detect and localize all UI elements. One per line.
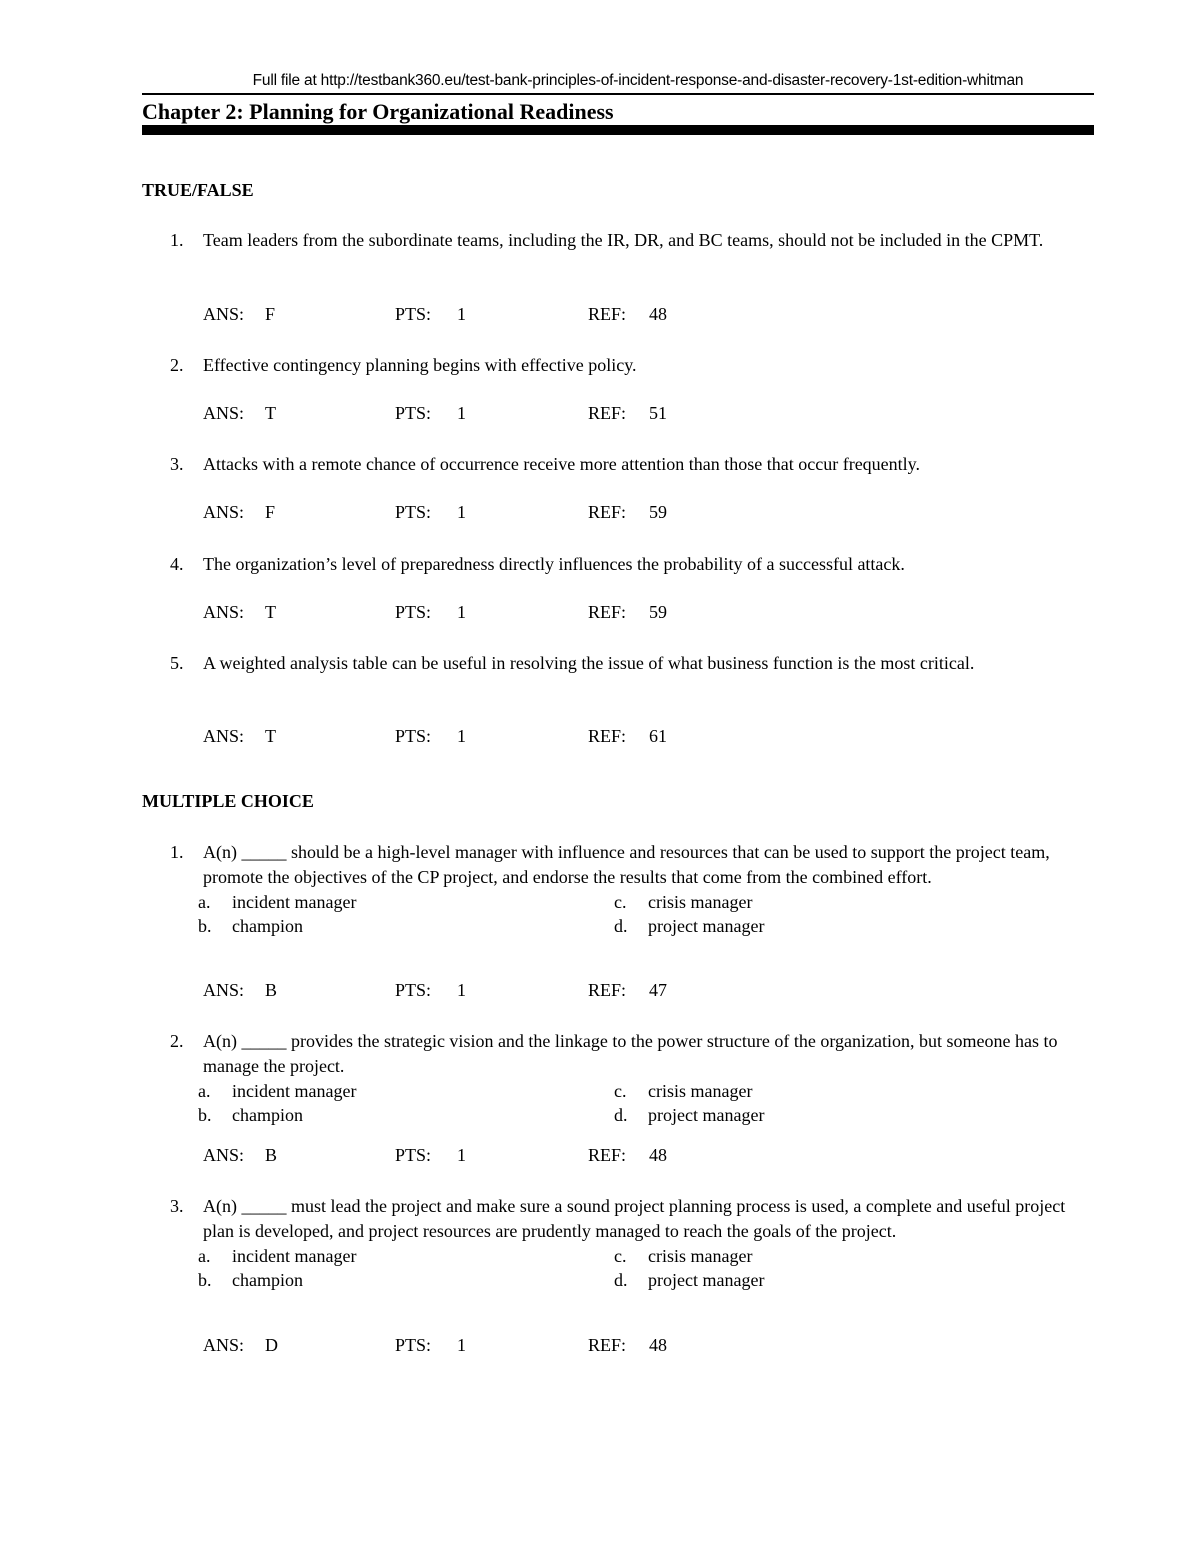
option-a — [198, 890, 598, 915]
option-letter: d. — [614, 916, 628, 936]
option-text: project manager — [648, 1105, 765, 1125]
ans-label: ANS: — [203, 1335, 245, 1355]
ref-label: REF: — [588, 502, 627, 522]
tf-question-4 — [142, 552, 1094, 577]
ans-value: T — [265, 602, 276, 622]
option-text: champion — [232, 1105, 303, 1125]
question-text: Attacks with a remote chance of occurrence receive more attention than those that occur frequently. — [203, 454, 921, 474]
question-text: A weighted analysis table can be useful in resolving the issue of what business function is the most critical. — [203, 653, 975, 673]
ans-value: B — [265, 980, 278, 1000]
question-number: 2. — [170, 355, 184, 375]
option-d — [614, 914, 1014, 939]
option-text: crisis manager — [648, 1081, 753, 1101]
option-letter: d. — [614, 1105, 628, 1125]
option-text: incident manager — [232, 1081, 357, 1101]
question-number: 3. — [170, 1196, 184, 1216]
pts-label: PTS: — [395, 726, 432, 746]
ref-value: 48 — [649, 1335, 667, 1355]
option-text: champion — [232, 1270, 303, 1290]
ref-value: 61 — [649, 726, 667, 746]
question-text: A(n) _____ must lead the project and make sure a sound project planning process is used, a complete and useful project plan is developed, and project resources are prudently managed to reach the goals of the project. — [203, 1196, 1066, 1241]
option-b — [198, 1103, 598, 1128]
options-grid — [198, 890, 1094, 940]
pts-label: PTS: — [395, 1145, 432, 1165]
ref-label: REF: — [588, 1145, 627, 1165]
pts-label: PTS: — [395, 980, 432, 1000]
pts-value: 1 — [457, 304, 466, 324]
section-title-multiple-choice: MULTIPLE CHOICE — [142, 791, 314, 811]
section-title-true-false: TRUE/FALSE — [142, 180, 254, 200]
options-grid — [198, 1244, 1094, 1294]
ans-label: ANS: — [203, 403, 245, 423]
question-text: The organization’s level of preparedness directly influences the probability of a successful attack. — [203, 554, 905, 574]
ans-label: ANS: — [203, 1145, 245, 1165]
question-text: A(n) _____ provides the strategic vision and the linkage to the power structure of the organization, but someone has to manage the project. — [203, 1031, 1058, 1076]
option-letter: d. — [614, 1270, 628, 1290]
ref-value: 48 — [649, 1145, 667, 1165]
ans-value: F — [265, 502, 276, 522]
ref-value: 59 — [649, 602, 667, 622]
ans-label: ANS: — [203, 602, 245, 622]
ans-value: D — [265, 1335, 278, 1355]
option-letter: a. — [198, 892, 211, 912]
pts-label: PTS: — [395, 403, 432, 423]
question-number: 1. — [170, 842, 184, 862]
pts-value: 1 — [457, 602, 466, 622]
pts-value: 1 — [457, 502, 466, 522]
ref-value: 48 — [649, 304, 667, 324]
option-text: incident manager — [232, 892, 357, 912]
option-b — [198, 914, 598, 939]
question-number: 3. — [170, 454, 184, 474]
option-letter: a. — [198, 1081, 211, 1101]
source-header: Full file at http://testbank360.eu/test-bank-principles-of-incident-response-and-disaster-recovery-1st-edition-whitman — [252, 72, 1024, 89]
tf-question-1 — [142, 228, 1094, 253]
option-letter: c. — [614, 1246, 627, 1266]
ans-label: ANS: — [203, 502, 245, 522]
pts-label: PTS: — [395, 602, 432, 622]
option-text: crisis manager — [648, 1246, 753, 1266]
question-text: A(n) _____ should be a high-level manager with influence and resources that can be used to support the project team, promote the objectives of the CP project, and endorse the results that come from the combined effort. — [203, 842, 1050, 887]
options-grid — [198, 1079, 1094, 1129]
question-number: 4. — [170, 554, 184, 574]
option-letter: b. — [198, 1105, 212, 1125]
ref-label: REF: — [588, 1335, 627, 1355]
ans-value: F — [265, 304, 276, 324]
pts-label: PTS: — [395, 502, 432, 522]
pts-value: 1 — [457, 1145, 466, 1165]
ans-value: B — [265, 1145, 278, 1165]
question-text: Effective contingency planning begins with effective policy. — [203, 355, 637, 375]
ref-value: 47 — [649, 980, 667, 1000]
pts-label: PTS: — [395, 304, 432, 324]
option-b — [198, 1268, 598, 1293]
option-text: project manager — [648, 1270, 765, 1290]
tf-question-5 — [142, 651, 1094, 676]
question-text: Team leaders from the subordinate teams, including the IR, DR, and BC teams, should not be included in the CPMT. — [203, 230, 1044, 250]
tf-question-3 — [142, 452, 1094, 477]
tf-question-2 — [142, 353, 1094, 378]
ref-label: REF: — [588, 980, 627, 1000]
pts-value: 1 — [457, 1335, 466, 1355]
option-d — [614, 1103, 1014, 1128]
option-letter: a. — [198, 1246, 211, 1266]
option-text: project manager — [648, 916, 765, 936]
question-number: 1. — [170, 230, 184, 250]
pts-value: 1 — [457, 726, 466, 746]
ans-value: T — [265, 726, 276, 746]
option-letter: c. — [614, 1081, 627, 1101]
chapter-title: Chapter 2: Planning for Organizational Readiness — [142, 99, 614, 124]
option-c — [614, 1079, 1014, 1104]
ans-label: ANS: — [203, 980, 245, 1000]
ref-label: REF: — [588, 403, 627, 423]
option-text: crisis manager — [648, 892, 753, 912]
pts-value: 1 — [457, 403, 466, 423]
ans-label: ANS: — [203, 304, 245, 324]
ref-value: 51 — [649, 403, 667, 423]
ref-label: REF: — [588, 602, 627, 622]
mc-question-1 — [142, 840, 1094, 940]
ans-label: ANS: — [203, 726, 245, 746]
header-divider — [142, 93, 1094, 95]
question-number: 2. — [170, 1031, 184, 1051]
ref-label: REF: — [588, 304, 627, 324]
option-text: incident manager — [232, 1246, 357, 1266]
option-c — [614, 890, 1014, 915]
mc-question-2 — [142, 1029, 1094, 1129]
ans-value: T — [265, 403, 276, 423]
question-number: 5. — [170, 653, 184, 673]
option-c — [614, 1244, 1014, 1269]
option-text: champion — [232, 916, 303, 936]
option-d — [614, 1268, 1014, 1293]
option-a — [198, 1244, 598, 1269]
ref-value: 59 — [649, 502, 667, 522]
ref-label: REF: — [588, 726, 627, 746]
title-divider — [142, 125, 1094, 135]
pts-value: 1 — [457, 980, 466, 1000]
option-letter: b. — [198, 916, 212, 936]
pts-label: PTS: — [395, 1335, 432, 1355]
option-a — [198, 1079, 598, 1104]
mc-question-3 — [142, 1194, 1094, 1294]
option-letter: c. — [614, 892, 627, 912]
option-letter: b. — [198, 1270, 212, 1290]
